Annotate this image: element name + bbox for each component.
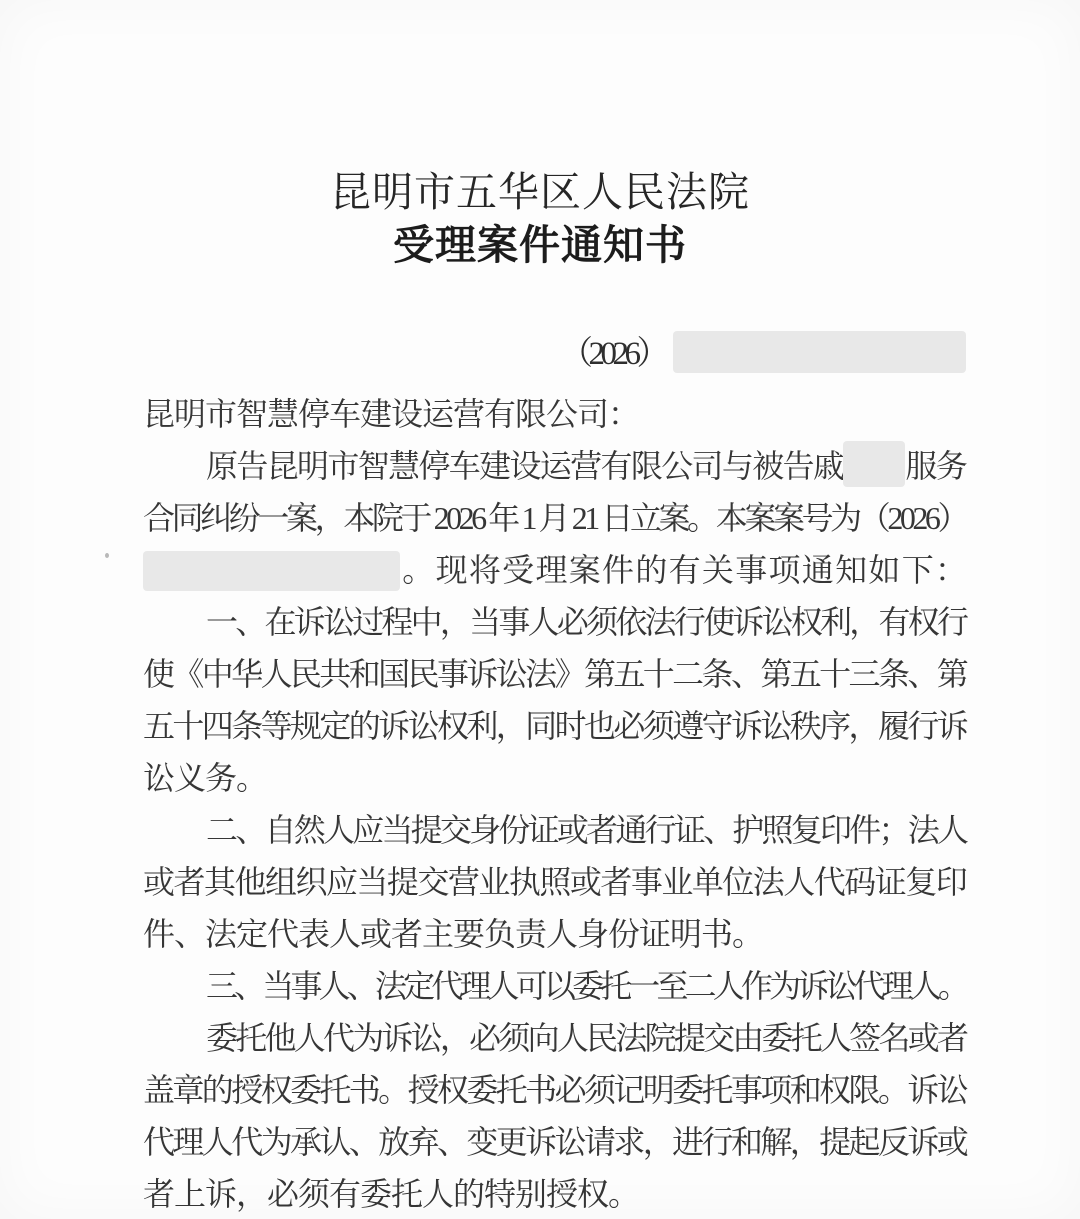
body-line bbox=[143, 440, 966, 492]
line-text: 昆明市智慧停车建设运营有限公司： bbox=[143, 396, 640, 432]
case-number-prefix: （2026） bbox=[560, 336, 665, 372]
body-line bbox=[143, 1116, 966, 1168]
line-text: 原告昆明市智慧停车建设运营有限公司与被告戚 bbox=[206, 448, 844, 484]
redaction-box bbox=[843, 441, 905, 487]
body-line bbox=[143, 700, 966, 752]
body-line bbox=[143, 960, 966, 1012]
body-text-block bbox=[143, 388, 966, 1219]
line-text: 使《中华人民共和国民事诉讼法》第五十二条、第五十三条、第 bbox=[143, 656, 966, 692]
body-line bbox=[143, 752, 966, 804]
line-text: 或者其他组织应当提交营业执照或者事业单位法人代码证复印 bbox=[143, 864, 966, 900]
line-text: 服务 bbox=[905, 448, 966, 484]
body-line bbox=[143, 856, 966, 908]
body-line bbox=[143, 544, 966, 596]
line-text: 三、当事人、法定代理人可以委托一至二人作为诉讼代理人。 bbox=[206, 968, 966, 1004]
line-text: 委托他人代为诉讼，必须向人民法院提交由委托人签名或者 bbox=[206, 1020, 966, 1056]
line-text: 一、在诉讼过程中，当事人必须依法行使诉讼权利，有权行 bbox=[206, 604, 966, 640]
case-number-line bbox=[143, 330, 966, 378]
scan-artifact-dot bbox=[105, 553, 109, 558]
line-text: 件、法定代表人或者主要负责人身份证明书。 bbox=[143, 916, 764, 952]
body-line bbox=[143, 648, 966, 700]
line-text: 二、自然人应当提交身份证或者通行证、护照复印件；法人 bbox=[206, 812, 966, 848]
document-header bbox=[0, 166, 1080, 270]
body-line bbox=[143, 596, 966, 648]
court-name-title: 昆明市五华区人民法院 bbox=[330, 169, 750, 215]
body-line bbox=[143, 908, 966, 960]
document-body bbox=[143, 330, 966, 1219]
body-line bbox=[143, 1064, 966, 1116]
line-text: 者上诉，必须有委托人的特别授权。 bbox=[143, 1176, 640, 1212]
line-text: 合同纠纷一案，本院于 2026 年 1 月 21 日立案。本案案号为（2026） bbox=[143, 500, 966, 536]
body-line bbox=[143, 1012, 966, 1064]
redaction-box bbox=[143, 551, 400, 591]
line-text: 代理人代为承认、放弃、变更诉讼请求，进行和解，提起反诉或 bbox=[143, 1124, 966, 1160]
body-line bbox=[143, 388, 966, 440]
body-line bbox=[143, 492, 966, 544]
line-text: 五十四条等规定的诉讼权利，同时也必须遵守诉讼秩序，履行诉 bbox=[143, 708, 966, 744]
line-text: 盖章的授权委托书。授权委托书必须记明委托事项和权限。诉讼 bbox=[143, 1072, 966, 1108]
body-line bbox=[143, 804, 966, 856]
document-title: 受理案件通知书 bbox=[393, 222, 687, 268]
line-text: 。现将受理案件的有关事项通知如下： bbox=[400, 552, 966, 588]
redaction-box-case-number bbox=[673, 331, 966, 373]
body-line bbox=[143, 1168, 966, 1219]
line-text: 讼义务。 bbox=[143, 760, 268, 796]
